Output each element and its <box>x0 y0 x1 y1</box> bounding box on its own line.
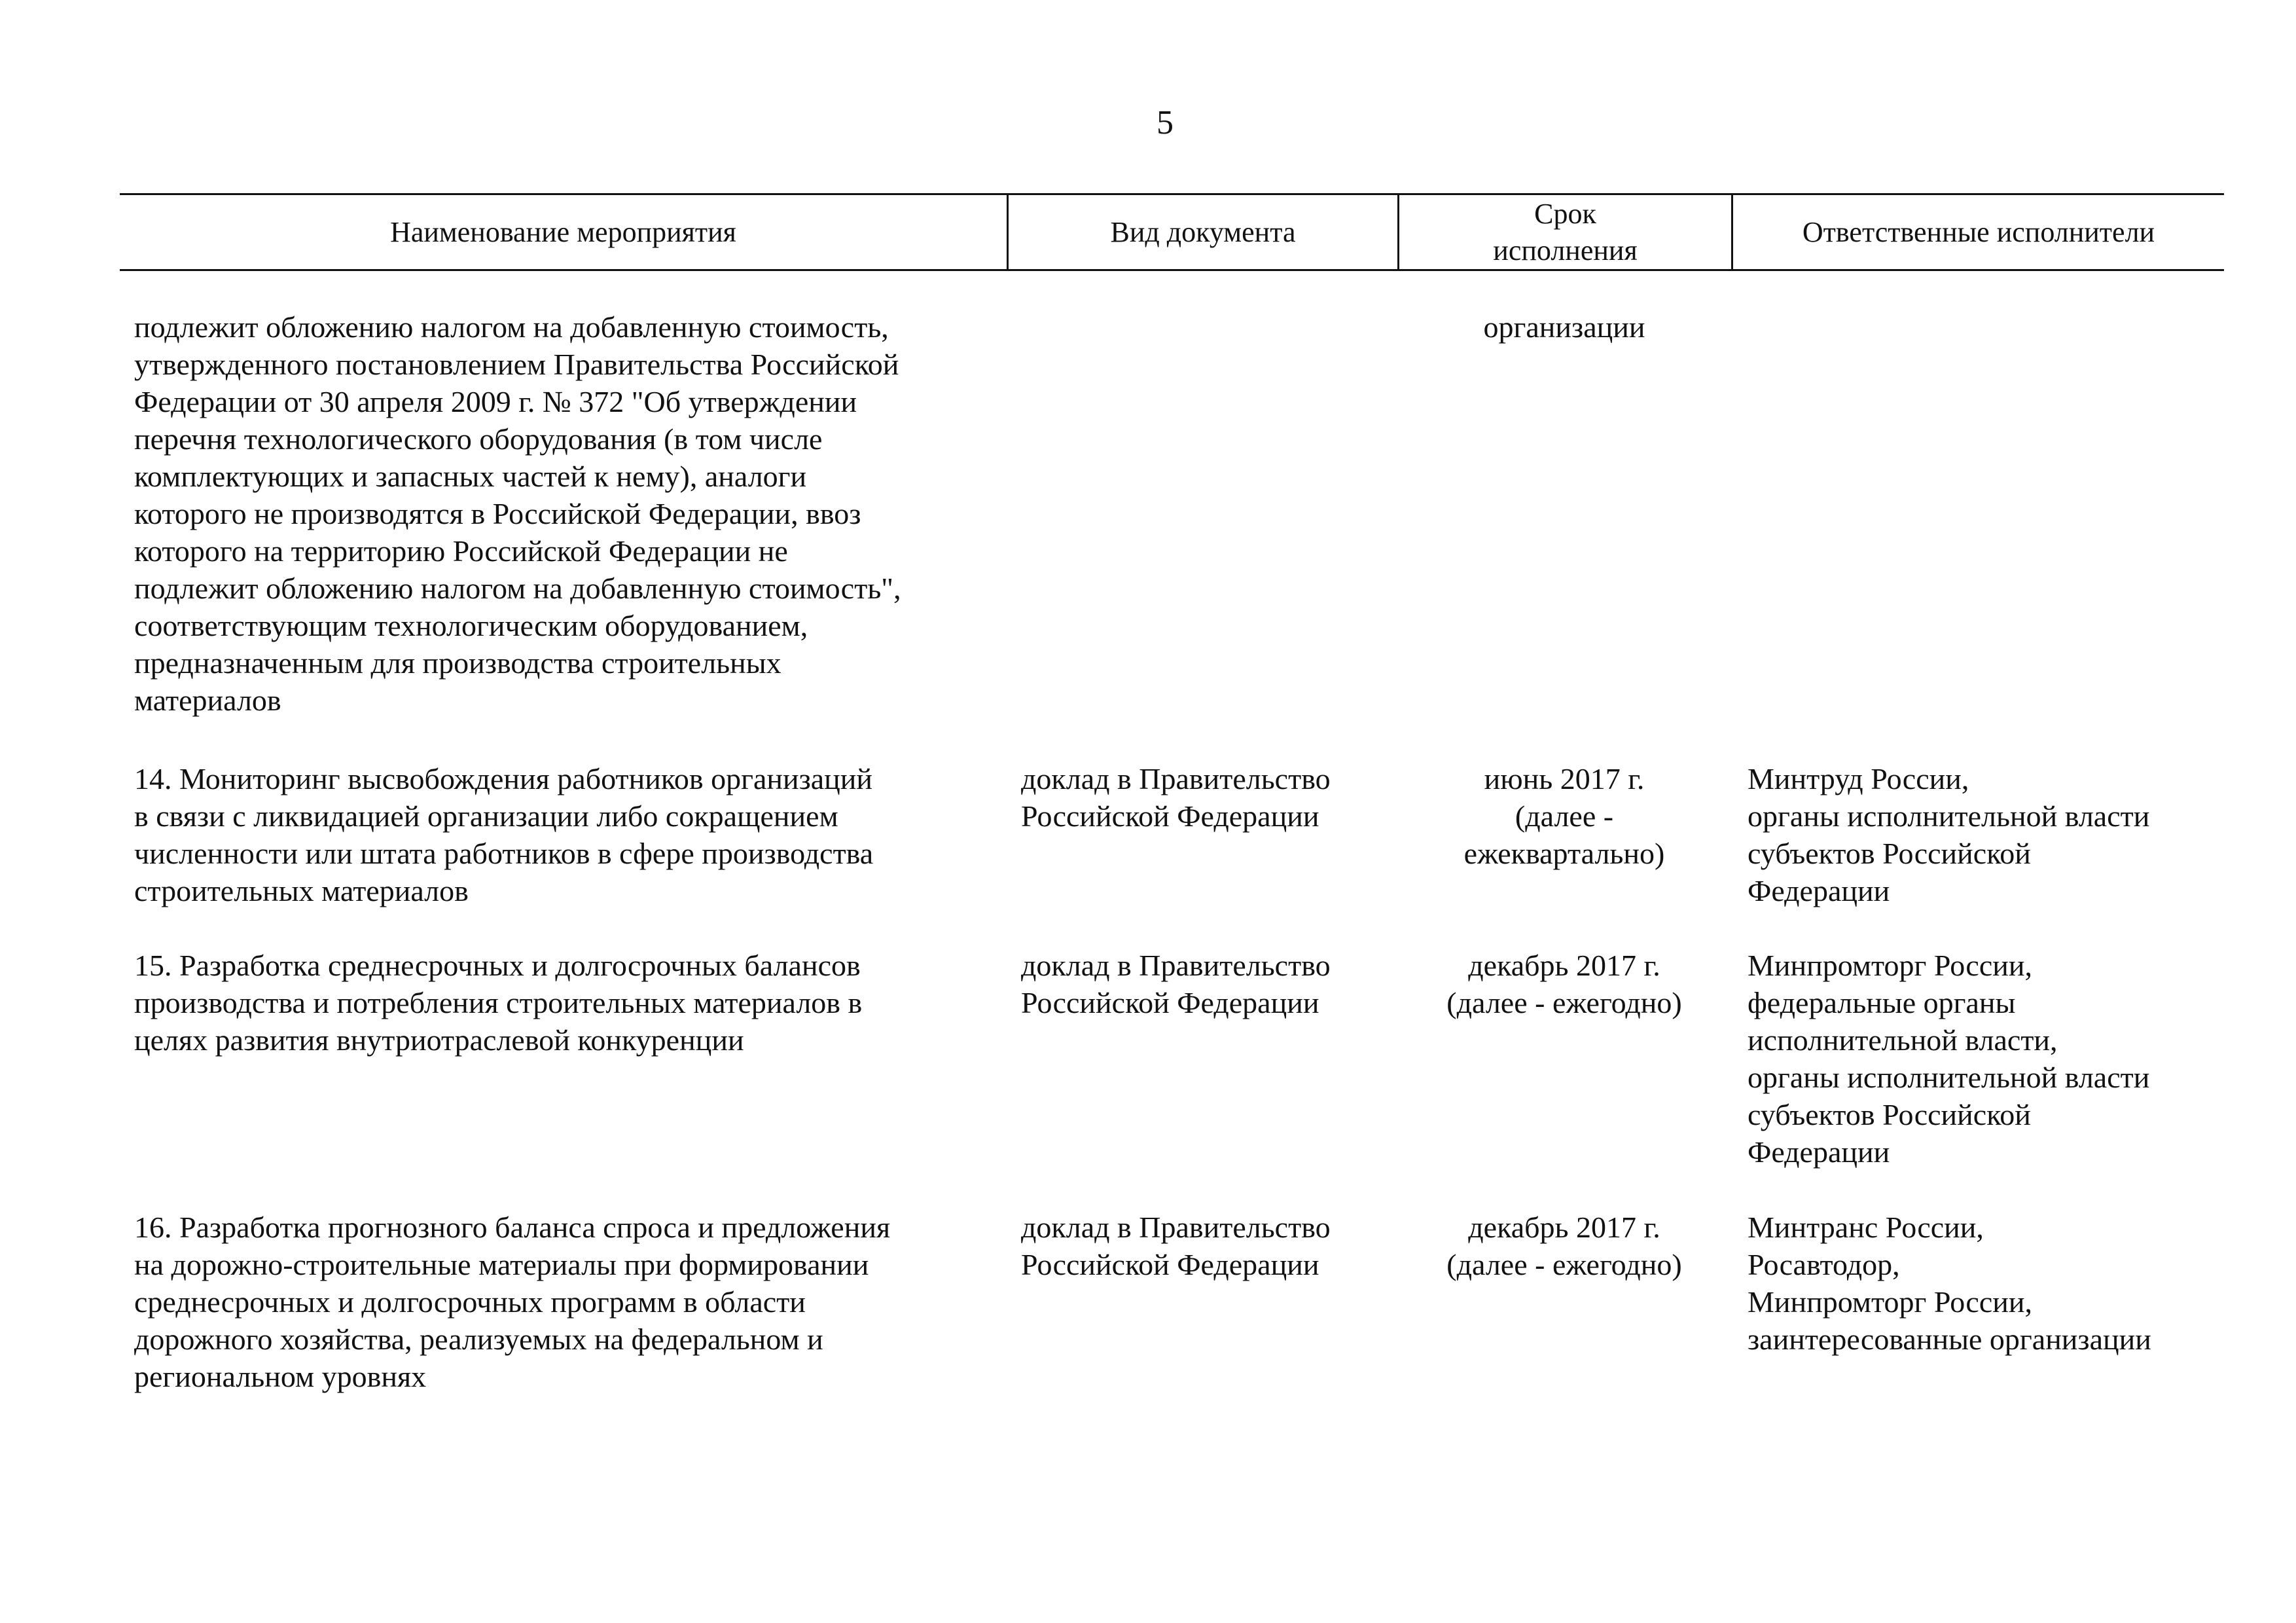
row-deadline-cell: декабрь 2017 г. (далее - ежегодно) <box>1446 1211 1682 1281</box>
row-responsible-cell: Минтранс России, Росавтодор, Минпромторг России, заинтересованные организации <box>1748 1211 2151 1356</box>
row-deadline-cell: июнь 2017 г. (далее - ежеквартально) <box>1463 762 1665 870</box>
row-name-cell: подлежит обложению налогом на добавленную стоимость, утвержденного постановлением Правительства Российской Федерации от 30 апреля 2009 г. № 372 "Об утверждении перечня технологического оборудования (в том числе комплектующих и запасных частей к нему), аналоги которого не производятся в Российской Федерации, ввоз которого на территорию Российской Федерации не подлежит обложению налогом на добавленную стоимость", соответствующим технологическим оборудованием, предназначенным для производства строительных материалов <box>134 310 901 717</box>
row-name-cell: 15. Разработка среднесрочных и долгосрочных балансов производства и потребления строительных материалов в целях развития внутриотраслевой конкуренции <box>134 949 863 1057</box>
page-number: 5 <box>1157 104 1174 141</box>
row-doc-type-cell: доклад в Правительство Российской Федерации <box>1021 949 1331 1019</box>
row-doc-type-cell: доклад в Правительство Российской Федерации <box>1021 1211 1331 1281</box>
row-deadline-cell: декабрь 2017 г. (далее - ежегодно) <box>1446 949 1682 1019</box>
header-doc-type: Вид документа <box>1110 215 1296 248</box>
header-deadline: Срок исполнения <box>1493 197 1638 266</box>
row-name-cell: 14. Мониторинг высвобождения работников организаций в связи с ликвидацией организации либо сокращением численности или штата работников в сфере производства строительных материалов <box>134 762 874 907</box>
row-deadline-cell: организации <box>1483 310 1645 344</box>
row-responsible-cell: Минтруд России, органы исполнительной власти субъектов Российской Федерации <box>1748 762 2150 907</box>
row-responsible-cell: Минпромторг России, федеральные органы исполнительной власти, органы исполнительной власти субъектов Российской Федерации <box>1748 949 2150 1169</box>
header-name: Наименование мероприятия <box>390 215 736 248</box>
header-responsible: Ответственные исполнители <box>1802 215 2155 248</box>
row-doc-type-cell: доклад в Правительство Российской Федерации <box>1021 762 1331 833</box>
row-name-cell: 16. Разработка прогнозного баланса спроса и предложения на дорожно-строительные материалы при формировании среднесрочных и долгосрочных программ в области дорожного хозяйства, реализуемых на федеральном и региональном уровнях <box>134 1211 891 1393</box>
